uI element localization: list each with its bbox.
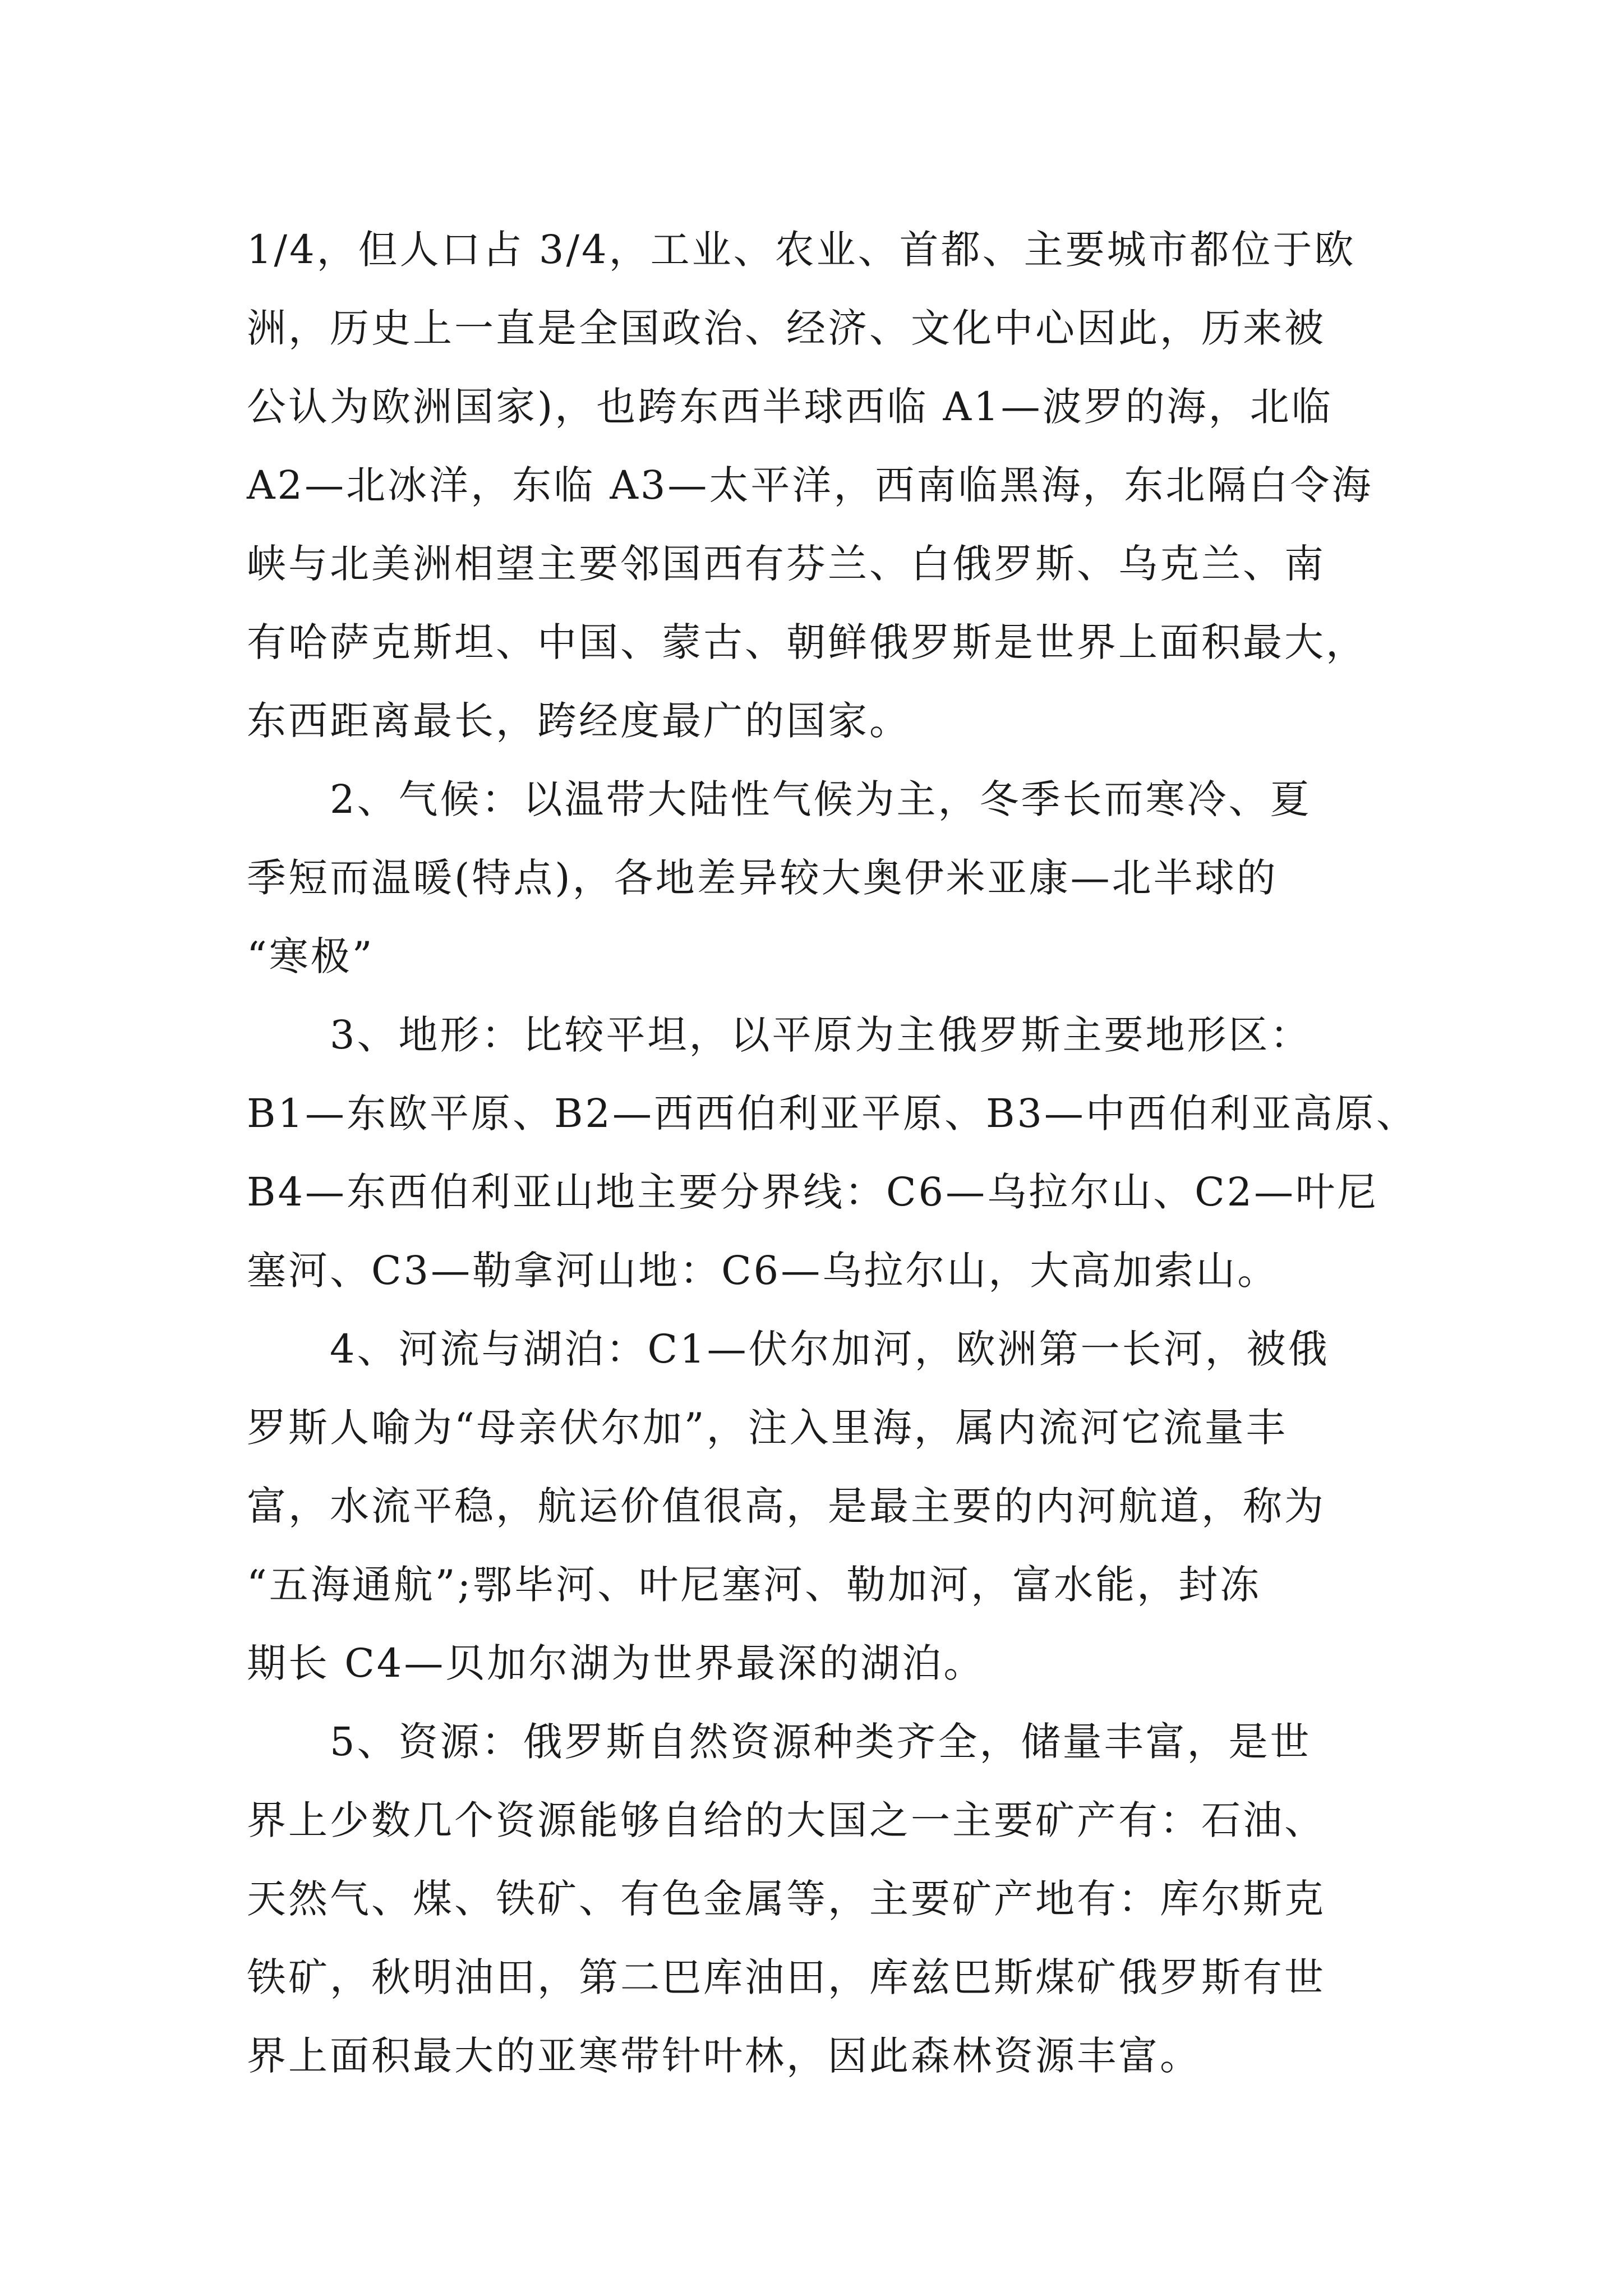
text-line: 罗斯人喻为“母亲伏尔加”，注入里海，属内流河它流量丰: [247, 1405, 1288, 1451]
body-text: [247, 210, 1418, 2095]
text-line: 东西距离最长，跨经度最广的国家。: [247, 698, 911, 744]
text-line: 铁矿，秋明油田，第二巴库油田，库兹巴斯煤矿俄罗斯有世: [247, 1954, 1326, 2000]
text-line: 洲，历史上一直是全国政治、经济、文化中心因此，历来被: [247, 305, 1326, 351]
paragraph-rivers-heading-line: 4、河流与湖泊：C1—伏尔加河，欧洲第一长河，被俄: [330, 1326, 1330, 1372]
paragraph-climate-heading-line: 2、气候：以温带大陆性气候为主，冬季长而寒冷、夏: [330, 776, 1312, 822]
text-line: B4—东西伯利亚山地主要分界线：C6—乌拉尔山、C2—叶尼: [247, 1169, 1379, 1215]
text-line: 界上少数几个资源能够自给的大国之一主要矿产有：石油、: [247, 1797, 1326, 1843]
paragraph-terrain-heading-line: 3、地形：比较平坦，以平原为主俄罗斯主要地形区：: [330, 1012, 1312, 1058]
text-line: B1—东欧平原、B2—西西伯利亚平原、B3—中西伯利亚高原、: [247, 1091, 1418, 1137]
text-line: 天然气、煤、铁矿、有色金属等，主要矿产地有：库尔斯克: [247, 1876, 1326, 1922]
text-line: 富，水流平稳，航运价值很高，是最主要的内河航道，称为: [247, 1483, 1326, 1529]
text-line: “寒极”: [247, 933, 375, 979]
text-line: 期长 C4—贝加尔湖为世界最深的湖泊。: [247, 1640, 985, 1686]
text-line: 峡与北美洲相望主要邻国西有芬兰、白俄罗斯、乌克兰、南: [247, 541, 1326, 587]
text-line: 公认为欧洲国家)，也跨东西半球西临 A1—波罗的海，北临: [247, 384, 1333, 430]
text-line: “五海通航”;鄂毕河、叶尼塞河、勒加河，富水能，封冻: [247, 1562, 1262, 1608]
text-line: 1/4，但人口占 3/4，工业、农业、首都、主要城市都位于欧: [247, 227, 1356, 273]
paragraph-resources-heading-line: 5、资源：俄罗斯自然资源种类齐全，储量丰富，是世: [330, 1719, 1312, 1765]
text-line: 有哈萨克斯坦、中国、蒙古、朝鲜俄罗斯是世界上面积最大，: [247, 619, 1367, 665]
text-line: 塞河、C3—勒拿河山地：C6—乌拉尔山，大高加索山。: [247, 1248, 1279, 1294]
text-line: 季短而温暖(特点)，各地差异较大奥伊米亚康—北半球的: [247, 855, 1278, 901]
text-line: A2—北冰洋，东临 A3—太平洋，西南临黑海，东北隔白令海: [247, 462, 1373, 508]
text-line: 界上面积最大的亚寒带针叶林，因此森林资源丰富。: [247, 2033, 1201, 2079]
